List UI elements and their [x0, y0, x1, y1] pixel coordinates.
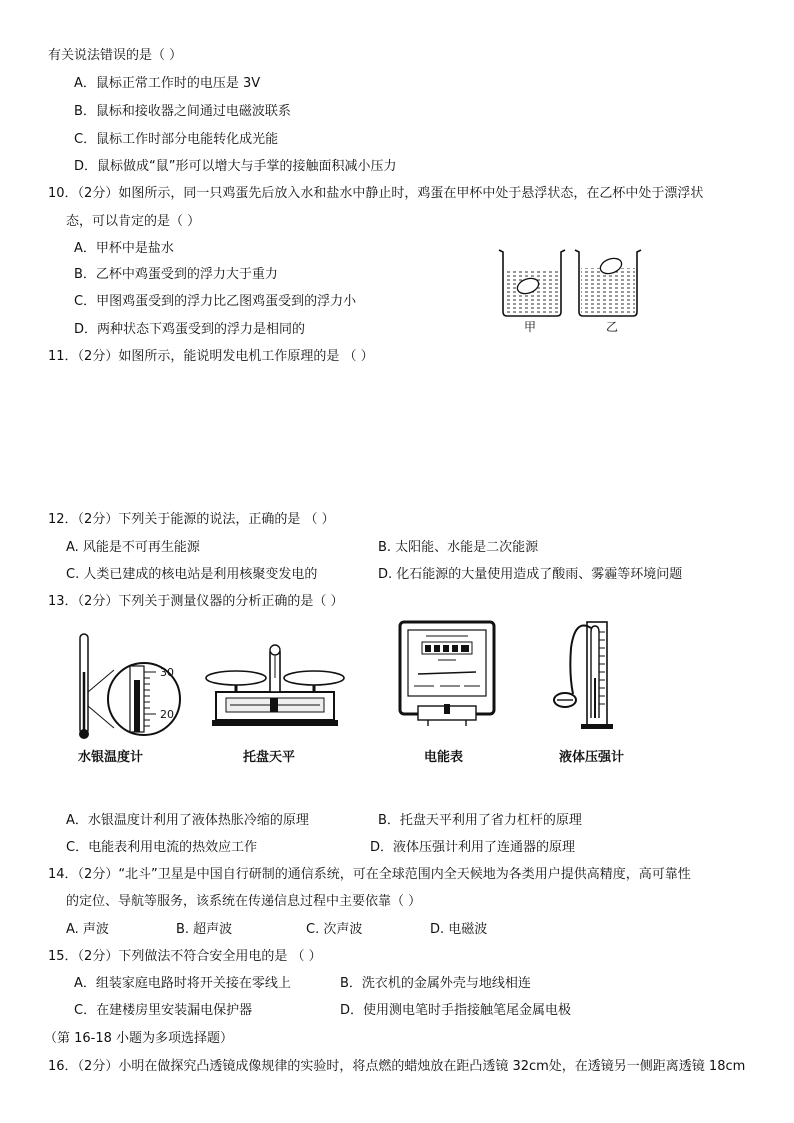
- q15-option-d: D．使用测电笔时手指接触笔尾金属电极: [340, 1003, 572, 1018]
- balance-image: [200, 642, 350, 732]
- q12-option-b: B. 太阳能、水能是二次能源: [378, 540, 539, 555]
- q12-option-a: A. 风能是不可再生能源: [66, 540, 200, 555]
- q10-option-d: D．两种状态下鸡蛋受到的浮力是相同的: [74, 322, 306, 337]
- q14-option-b: B. 超声波: [176, 922, 233, 937]
- q12-option-c: C. 人类已建成的核电站是利用核聚变发电的: [66, 567, 318, 582]
- q14-stem-line2: 的定位、导航等服务，该系统在传递信息过程中主要依靠（ ）: [66, 894, 422, 909]
- thermo-tick-30: 30: [160, 666, 174, 679]
- caption-pressure-gauge: 液体压强计: [559, 750, 625, 765]
- q10-stem-line2: 态，可以肯定的是（ ）: [66, 214, 201, 229]
- q10-option-b: B．乙杯中鸡蛋受到的浮力大于重力: [74, 267, 278, 282]
- q9-option-c: C．鼠标工作时部分电能转化成光能: [74, 132, 279, 147]
- q14-stem-line1: 14．（2分）“北斗”卫星是中国自行研制的通信系统，可在全球范围内全天候地为各类用户提供高精度，高可靠性: [48, 867, 691, 882]
- q12-option-d: D. 化石能源的大量使用造成了酸雨、雾霾等环境问题: [378, 567, 683, 582]
- q13-option-c: C．电能表利用电流的热效应工作: [66, 840, 258, 855]
- q10-option-a: A．甲杯中是盐水: [74, 241, 174, 256]
- q13-option-b: B．托盘天平利用了省力杠杆的原理: [378, 813, 582, 828]
- q14-option-a: A. 声波: [66, 922, 109, 937]
- q14-option-c: C. 次声波: [306, 922, 363, 937]
- q11-stem: 11．（2分）如图所示，能说明发电机工作原理的是 （ ）: [48, 349, 374, 364]
- caption-energy-meter: 电能表: [424, 750, 464, 765]
- q15-option-b: B．洗衣机的金属外壳与地线相连: [340, 976, 531, 991]
- thermo-tick-20: 20: [160, 708, 174, 721]
- q9-stem: 有关说法错误的是（ ）: [48, 48, 183, 63]
- pressure-gauge-image: [545, 618, 625, 732]
- energy-meter-image: [398, 620, 498, 732]
- q9-option-d: D．鼠标做成“鼠”形可以增大与手掌的接触面积减小压力: [74, 159, 397, 174]
- q14-option-d: D. 电磁波: [430, 922, 488, 937]
- q13-option-a: A．水银温度计利用了液体热胀冷缩的原理: [66, 813, 309, 828]
- label-jia: 甲: [524, 320, 537, 334]
- q13-option-d: D．液体压强计利用了连通器的原理: [370, 840, 576, 855]
- q9-option-a: A．鼠标正常工作时的电压是 3V: [74, 76, 261, 91]
- multi-choice-note: （第 16-18 小题为多项选择题）: [44, 1031, 234, 1046]
- q16-stem: 16．（2分）小明在做探究凸透镜成像规律的实验时，将点燃的蜡烛放在距凸透镜 32cm处，在透镜另一侧距离透镜 18cm: [48, 1059, 746, 1074]
- caption-balance: 托盘天平: [243, 750, 296, 765]
- q12-stem: 12．（2分）下列关于能源的说法，正确的是 （ ）: [48, 512, 335, 527]
- beakers-figure: [495, 246, 655, 336]
- q10-stem-line1: 10．（2分）如图所示，同一只鸡蛋先后放入水和盐水中静止时，鸡蛋在甲杯中处于悬浮状态，在乙杯中处于漂浮状: [48, 186, 704, 201]
- beaker-yi: [575, 250, 641, 316]
- caption-thermometer: 水银温度计: [78, 750, 144, 765]
- q15-option-c: C．在建楼房里安装漏电保护器: [74, 1003, 253, 1018]
- label-yi: 乙: [606, 320, 619, 334]
- q9-option-b: B．鼠标和接收器之间通过电磁波联系: [74, 104, 291, 119]
- q13-stem: 13．（2分）下列关于测量仪器的分析正确的是（ ）: [48, 594, 344, 609]
- beaker-jia: [499, 250, 565, 316]
- q15-stem: 15．（2分）下列做法不符合安全用电的是 （ ）: [48, 949, 322, 964]
- thermometer-image: [74, 632, 184, 744]
- q10-option-c: C．甲图鸡蛋受到的浮力比乙图鸡蛋受到的浮力小: [74, 294, 357, 309]
- q15-option-a: A．组装家庭电路时将开关接在零线上: [74, 976, 291, 991]
